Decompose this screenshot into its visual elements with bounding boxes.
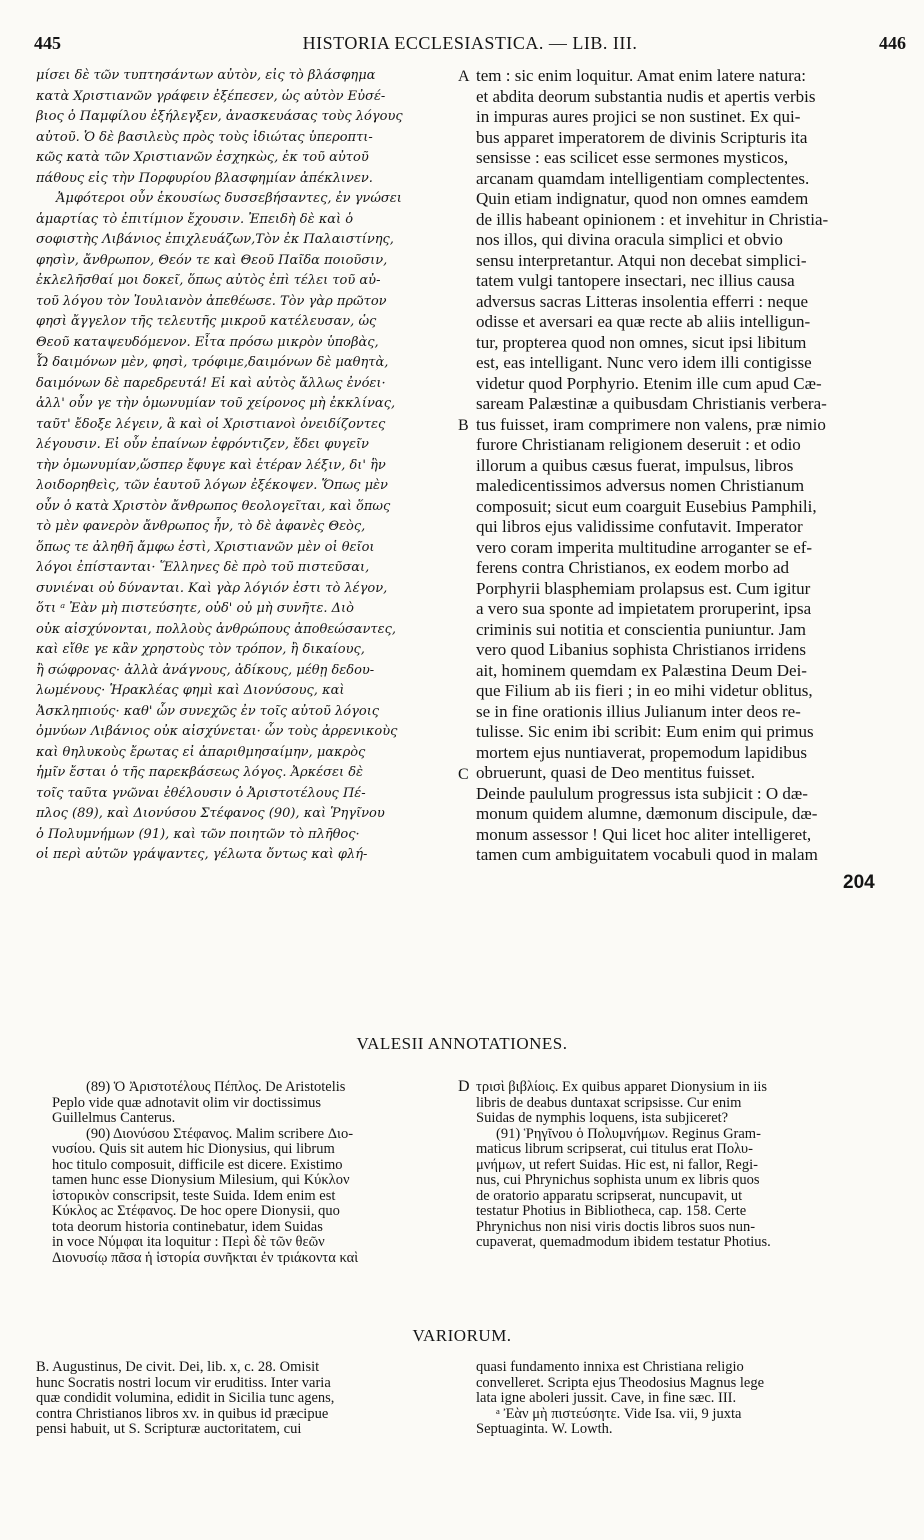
annotation-line: Phrynichus non nisi viris doctis libros suos nun- <box>476 1219 756 1235</box>
greek-text-line: ἢ σώφρονας· ἀλλὰ ἀνάγνους, ἀδίκους, μέθῃ δεδου- <box>36 662 375 678</box>
greek-text-line: Ἀμφότεροι οὖν ἑκουσίως δυσσεβήσαντες, ἐν γνώσει <box>56 191 402 206</box>
annotation-line: Κύκλος ac Στέφανος. De hoc opere Dionysii, quo <box>52 1204 340 1219</box>
annotation-line: (89) Ὁ Ἀριστοτέλους Πέπλος. De Aristotelis <box>86 1080 346 1095</box>
variorum-line: quæ condidit volumina, edidit in Sicilia tunc agens, <box>36 1391 335 1406</box>
annotation-line: cupaverat, quemadmodum ibidem testatur Photius. <box>476 1235 771 1250</box>
latin-text-line: monum assessor ! Qui licet hoc aliter intelligeret, <box>476 824 812 844</box>
annotation-line: Διονυσίῳ πᾶσα ἡ ἱστορία συνῆκται ἐν τριάκοντα καὶ <box>52 1250 359 1266</box>
annotation-line: ἱστορικὸν conscripsit, teste Suida. Idem enim est <box>52 1188 336 1204</box>
latin-text-line: que Filium ab iis fieri ; in eo mihi videtur oblitus, <box>476 681 813 700</box>
annotation-line: hoc titulo composuit, difficile est dicere. Existimo <box>52 1157 343 1173</box>
variorum-title: VARIORUM. <box>412 1326 512 1345</box>
variorum-notes-right <box>476 1360 890 1438</box>
greek-text-line: συνιέναι οὐ δύνανται. Καὶ γὰρ λόγιόν ἐστι τὸ λέγον, <box>36 580 388 596</box>
greek-text-line: δαιμόνων δὲ παρεδρευτά! Εἰ καὶ αὐτὸς ἄλλως ἐνόει· <box>36 375 386 391</box>
greek-text-line: ὅτι ᵃ Ἐὰν μὴ πιστεύσητε, οὐδ' οὐ μὴ συνῆτε. Διὸ <box>36 601 354 616</box>
latin-text-line: nos illos, qui divina oracula simplici et obvio <box>476 230 783 249</box>
annotation-line: libris de deabus duntaxat scripsisse. Cur enim <box>476 1095 742 1111</box>
latin-text-line: est, eas intelligant. Nunc vero idem illi contigisse <box>476 353 812 372</box>
running-title: HISTORIA ECCLESIASTICA. — LIB. III. <box>302 33 638 53</box>
greek-text-line: πάθους εἰς τὴν Πορφυρίου βλασφημίαν ἀπέκλινεν. <box>36 170 373 186</box>
latin-text-line: tamen cum ambiguitatem vocabuli quod in malam <box>476 845 818 864</box>
annotation-line: testatur Photius in Bibliotheca, cap. 158. Certe <box>476 1204 747 1219</box>
greek-text-line: Ὦ δαιμόνων μὲν, φησὶ, τρόφιμε,δαιμόνων δὲ μαθητὰ, <box>36 355 389 370</box>
margin-letter-b: B <box>458 417 469 434</box>
latin-text-line: obruerunt, quasi de Deo mentitus fuisset. <box>476 763 756 782</box>
latin-text-line: qui libros ejus validissime confutavit. Imperator <box>476 517 803 536</box>
latin-text-line: maledicentissimos adversus nomen Christianum <box>476 476 805 495</box>
greek-text-line: τοῦ λόγου τὸν Ἰουλιανὸν ἀπεθέωσε. Τὸν γὰρ πρῶτον <box>36 293 387 309</box>
variorum-line: convelleret. Scripta ejus Theodosius Magnus lege <box>476 1375 765 1391</box>
latin-text-line: et abdita deorum substantia nudis et apertis verbis <box>476 86 816 106</box>
latin-text-line: sensu interpretantur. Atqui non decebat simplici- <box>476 250 807 270</box>
greek-text-line: λοιδορηθεὶς, τῶν ἑαυτοῦ λόγων ἐξέκοψεν. Ὅπως μὲν <box>36 478 388 493</box>
page-number-right: 446 <box>879 33 906 53</box>
annotation-line: in voce Νύμφαι ita loquitur : Περὶ δὲ τῶν θεῶν <box>52 1235 325 1250</box>
latin-text-line: arcanam quamdam intelligentiam complectentes. <box>476 168 810 188</box>
greek-text-line: οὖν ὁ κατὰ Χριστὸν ἄνθρωπος θεολογεῖται, καὶ ὅπως <box>36 498 391 514</box>
variorum-line: ᵃ Ἐὰν μὴ πιστεύσητε. Vide Isa. vii, 9 juxta <box>496 1406 742 1422</box>
latin-text-line: criminis sui notitia et conscientia puniuntur. Jam <box>476 619 807 639</box>
greek-text-line: λόγοι ἐπίστανται· Ἕλληνες δὲ πρὸ τοῦ πιστεῦσαι, <box>36 560 370 575</box>
variorum-line: hunc Socratis nostri locum vir eruditiss. Inter varia <box>36 1375 331 1391</box>
latin-text-line: bus apparet imperatorem de divinis Scripturis ita <box>476 127 808 147</box>
greek-text-line: ἐκλελῆσθαί μοι δοκεῖ, ὅπως αὐτὸς ἐπὶ τέλει τοῦ αὐ- <box>36 273 381 288</box>
latin-text-line: vero quod Libanius sophista Christianos irridens <box>476 640 807 659</box>
annotation-line: μνήμων, ut refert Suidas. Hic est, ni fallor, Regi- <box>476 1157 758 1173</box>
greek-text-line: κατὰ Χριστιανῶν γράφειν ἐξέπεσεν, ὡς αὐτὸν Εὐσέ- <box>36 88 386 104</box>
latin-text-line: Porphyrii blasphemiam prolapsus est. Cum igitur <box>476 578 811 598</box>
variorum-line: pensi habuit, ut S. Scripturæ auctoritatem, cui <box>36 1422 302 1437</box>
annotation-line: nus, cui Phrynichus sophista unum ex libris quos <box>476 1173 760 1188</box>
annotation-line: de oratorio apparatu scripserat, nuncupavit, ut <box>476 1188 743 1204</box>
greek-text-line: φησὶν, ἄνθρωπον, Θεόν τε καὶ Θεοῦ Παῖδα ποιοῦσιν, <box>36 252 388 268</box>
greek-text-line: ταῦτ' ἔδοξε λέγειν, ἃ καὶ οἱ Χριστιανοὶ ὀνειδίζοντες <box>36 416 386 432</box>
running-header <box>34 33 906 59</box>
latin-text-line: videtur quod Porphyrio. Etenim ille cum apud Cæ- <box>476 373 822 393</box>
latin-text-line: se in fine orationis illius Julianum inter deos re- <box>476 701 801 721</box>
greek-text-line: Ἀσκληπιούς· καθ' ὧν συνεχῶς ἐν τοῖς αὐτοῦ λόγοις <box>36 703 380 719</box>
greek-text-line: καὶ θηλυκοὺς ἔρωτας εἰ ἀπαριθμησαίμην, μακρὸς <box>36 744 366 760</box>
latin-text-column <box>476 66 890 866</box>
variorum-line: Septuaginta. W. Lowth. <box>476 1422 613 1437</box>
greek-text-line: καὶ εἴθε γε κἂν χρηστοὺς τὸν τρόπον, ἢ δικαίους, <box>36 642 365 657</box>
annotation-line: Suidas de nymphis loquens, ista subjiceret? <box>476 1111 729 1126</box>
greek-text-line: πλος (89), καὶ Διονύσου Στέφανος (90), καὶ Ῥηγῖνου <box>36 806 385 821</box>
latin-text-line: in impuras aures projici se non sustinet. Ex qui- <box>476 107 801 126</box>
greek-text-line: λωμένους· Ἡρακλέας φημὶ καὶ Διονύσους, καὶ <box>36 683 345 698</box>
latin-text-line: tur, propterea quod non omnes, sicut ipsi libitum <box>476 332 807 352</box>
variorum-line: lata igne aboleri jussit. Cave, in fine sæc. III. <box>476 1391 737 1406</box>
latin-text-line: adversus sacras Litteras insolentia efferri : neque <box>476 291 808 311</box>
latin-text-line: illorum a quibus cæsus fuerat, impulsus, libros <box>476 455 794 475</box>
greek-text-line: κῶς κατὰ τῶν Χριστιανῶν ἐσχηκὼς, ἐκ τοῦ αὐτοῦ <box>36 150 369 165</box>
greek-text-line: ἀλλ' οὖν γε τὴν ὁμωνυμίαν τοῦ χείρονος μὴ ἐκκλίνας, <box>36 396 396 411</box>
latin-text-line: saream Palæstinæ a quibusdam Christianis verbera- <box>476 394 827 413</box>
annotation-line: maticus librum scripserat, cui titulus erat Πολυ- <box>476 1142 753 1157</box>
greek-text-line: ἡμῖν ἔσται ὁ τῆς παρεκβάσεως λόγος. Ἀρκέσει δὲ <box>36 765 364 780</box>
latin-text-line: sensisse : eas scilicet esse sermones mysticos, <box>476 148 789 167</box>
valesii-title: VALESII ANNOTATIONES. <box>356 1034 568 1053</box>
greek-text-line: τοῖς ταῦτα γνῶναι ἐθέλουσιν ὁ Ἀριστοτέλους Πέ- <box>36 785 366 801</box>
greek-text-line: τὴν ὁμωνυμίαν,ὥσπερ ἔφυγε καὶ ἑτέραν λέξιν, δι' ἣν <box>36 457 386 473</box>
greek-text-line: λέγουσιν. Εἰ οὖν ἐπαίνων ἐφρόντιζεν, ἔδει φυγεῖν <box>36 437 369 452</box>
greek-text-line: οἱ περὶ αὐτῶν γράψαντες, γέλωτα ὄντως καὶ φλή- <box>36 847 368 862</box>
latin-text-line: ferens contra Christianos, ex eodem morbo ad <box>476 558 789 577</box>
greek-text-line: αὐτοῦ. Ὁ δὲ βασιλεὺς πρὸς τοὺς ἰδιώτας ὑπεροπτι- <box>36 129 373 145</box>
inner-page-number: 204 <box>843 872 875 893</box>
greek-text-line: ἁμαρτίας τὸ ἐπιτίμιον ἔχουσιν. Ἐπειδὴ δὲ καὶ ὁ <box>36 211 354 227</box>
margin-letter-a: A <box>458 68 470 85</box>
latin-text-line: a vero sua sponte ad impietatem proruperint, ipsa <box>476 599 812 618</box>
annotation-line: tota deorum historia continebatur, idem Suidas <box>52 1219 323 1235</box>
latin-text-line: de illis habeant opinionem : et invehitur in Christia- <box>476 209 829 229</box>
greek-text-column <box>36 66 454 866</box>
page-number-left: 445 <box>34 33 61 53</box>
latin-text-line: odisse et aversari ea quæ recte ab aliis intelligun- <box>476 312 811 331</box>
latin-text-line: Deinde paululum progressus ista subjicit : O dæ- <box>476 783 808 803</box>
annotation-line: Guillelmus Canterus. <box>52 1111 176 1126</box>
latin-text-line: Quin etiam indignatur, quod non omnes eamdem <box>476 189 809 208</box>
greek-text-line: ὁ Πολυμνήμων (91), καὶ τῶν ποιητῶν τὸ πλῆθος· <box>36 826 360 842</box>
latin-text-line: vero coram imperita multitudine arroganter se ef- <box>476 537 813 557</box>
latin-text-line: tatem vulgi tantopere insectari, nec illius causa <box>476 271 795 290</box>
variorum-line: B. Augustinus, De civit. Dei, lib. x, c. 28. Omisit <box>36 1360 320 1375</box>
latin-text-line: furore Christianam religionem deseruit : et odio <box>476 435 801 454</box>
annotation-line: Peplo vide quæ adnotavit olim vir doctissimus <box>52 1095 322 1111</box>
greek-text-line: ὀμνύων Λιβάνιος οὐκ αἰσχύνεται· ὧν τοὺς ἀρρενικοὺς <box>36 724 398 739</box>
greek-text-line: βιος ὁ Παμφίλου ἐξήλεγξεν, ἀνασκευάσας τοὺς λόγους <box>36 109 403 124</box>
annotation-line: (90) Διονύσου Στέφανος. Malim scribere Διο- <box>86 1126 354 1142</box>
latin-text-line: tulisse. Sic enim ibi scribit: Eum enim qui primus <box>476 722 814 741</box>
margin-letter-d: D <box>458 1078 470 1095</box>
latin-text-line: composuit; sicut eum coarguit Eusebius Pamphili, <box>476 496 817 516</box>
latin-text-line: tus fuisset, iram comprimere non valens, præ nimio <box>476 414 826 434</box>
annotation-line: tamen hunc esse Dionysium Milesium, qui Κύκλον <box>52 1173 350 1188</box>
variorum-notes-left <box>36 1360 454 1438</box>
annotation-line: τρισὶ βιβλίοις. Ex quibus apparet Dionysium in iis <box>476 1080 768 1095</box>
greek-text-line: Θεοῦ καταψευδόμενον. Εἶτα πρόσω μικρὸν ὑποβὰς, <box>36 334 379 350</box>
latin-text-line: mortem ejus nuntiaverat, propemodum lapidibus <box>476 742 807 762</box>
margin-letter-c: C <box>458 766 469 783</box>
variorum-line: contra Christianos libros xv. in quibus id præcipue <box>36 1406 329 1422</box>
valesii-notes-left <box>52 1080 454 1266</box>
greek-text-line: φησὶ ἄγγελον τῆς τελευτῆς μικροῦ κατέλευσαν, ὡς <box>36 314 377 329</box>
variorum-line: quasi fundamento innixa est Christiana religio <box>476 1360 744 1375</box>
greek-text-line: ὅπως τε ἀληθῆ ἄμφω ἐστὶ, Χριστιανῶν μὲν οἱ θεῖοι <box>36 539 375 555</box>
greek-text-line: μίσει δὲ τῶν τυπτησάντων αὐτὸν, εἰς τὸ βλάσφημα <box>36 68 376 83</box>
greek-text-line: οὐκ αἰσχύνονται, πολλοὺς ἀνθρώπους ἀποθεώσαντες, <box>36 621 397 637</box>
latin-text-line: ait, hominem quemdam ex Palæstina Deum Dei- <box>476 660 807 680</box>
annotation-line: (91) Ῥηγῖνου ὁ Πολυμνήμων. Reginus Gram- <box>496 1126 761 1142</box>
greek-text-line: σοφιστὴς Λιβάνιος ἐπιχλευάζων,Τὸν ἐκ Παλαιστίνης, <box>36 232 394 247</box>
latin-text-line: monum quidem alumne, dæmonum discipule, dæ- <box>476 804 818 823</box>
greek-text-line: τὸ μὲν φανερὸν ἄνθρωπος ἦν, τὸ δὲ ἀφανὲς Θεὸς, <box>36 519 366 534</box>
annotation-line: νυσίου. Quis sit autem hic Dionysius, qui librum <box>52 1142 335 1157</box>
valesii-notes-right <box>476 1080 890 1251</box>
latin-text-line: tem : sic enim loquitur. Amat enim latere natura: <box>476 66 806 85</box>
